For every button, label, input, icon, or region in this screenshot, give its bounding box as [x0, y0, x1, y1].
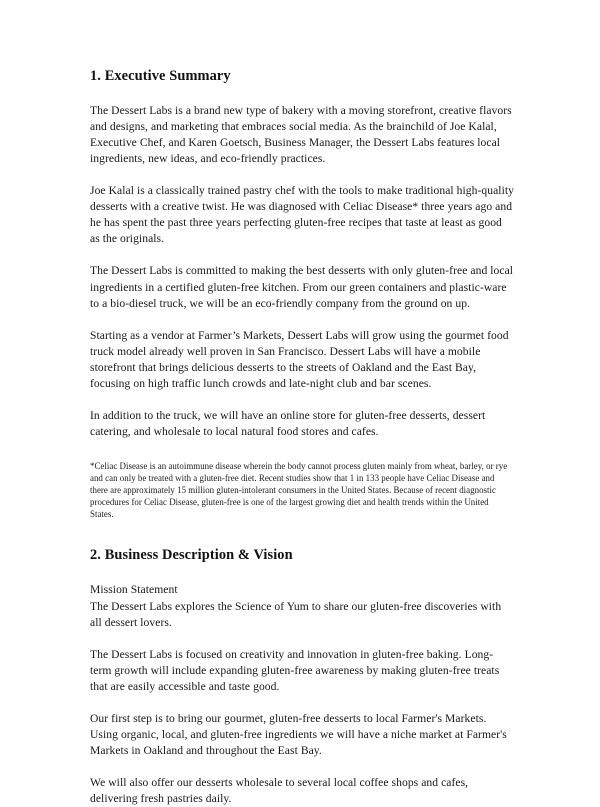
paragraph: Starting as a vendor at Farmer’s Markets, Dessert Labs will grow using the gourmet food truck model already well proven in San Francisco. Dessert Labs will have a mobile storefront that brings delicious desserts to the streets of Oakland and the East Bay, focusing on high traffic lunch crowds and late-night club and bar scenes.	[90, 328, 509, 390]
paragraph: The Dessert Labs is focused on creativity and innovation in gluten-free baking. Long-term growth will include expanding gluten-free awareness by making gluten-free treats that are easily accessible and taste good.	[90, 647, 500, 693]
mission-statement-block	[90, 582, 514, 630]
paragraph: The Dessert Labs is a brand new type of bakery with a moving storefront, creative flavors and designs, and marketing that embraces social media. As the brainchild of Joe Kalal, Executive Chef, and Karen Goetsch, Business Manager, the Dessert Labs features local ingredients, new ideas, and eco-friendly practices.	[90, 104, 512, 166]
section-executive-summary	[90, 68, 514, 520]
mission-statement-label: Mission Statement	[90, 583, 178, 597]
paragraph: In addition to the truck, we will have an online store for gluten-free desserts, dessert catering, and wholesale to local natural food stores and cafes.	[90, 408, 486, 438]
mission-statement-text: The Dessert Labs explores the Science of Yum to share our gluten-free discoveries with all dessert lovers.	[90, 599, 502, 629]
footnote-celiac-disease: *Celiac Disease is an autoimmune disease wherein the body cannot process gluten mainly from wheat, barley, or rye and can only be treated with a gluten-free diet. Recent studies show that 1 in 133 people have Celiac Disease and there are approximately 15 million gluten-intolerant consumers in the United States. Because of recent diagnostic procedures for Celiac Disease, gluten-free is one of the largest growing diet and health trends within the United States.	[90, 460, 508, 520]
executive-summary-paragraphs	[90, 103, 514, 440]
heading-executive-summary: 1. Executive Summary	[90, 68, 231, 84]
document-body	[90, 68, 514, 807]
heading-business-description: 2. Business Description & Vision	[90, 547, 293, 564]
business-description-paragraphs	[90, 647, 514, 807]
paragraph: Joe Kalal is a classically trained pastry chef with the tools to make traditional high-quality desserts with a creative twist. He was diagnosed with Celiac Disease* three years ago and he has spent the past three years perfecting gluten-free recipes that taste at least as good as the originals.	[90, 184, 514, 246]
section-business-description	[90, 547, 514, 807]
paragraph: The Dessert Labs is committed to making the best desserts with only gluten-free and local ingredients in a certified gluten-free kitchen. From our green containers and plastic-ware to a bio-diesel truck, we will be an eco-friendly company from the ground on up.	[90, 264, 514, 310]
paragraph: Our first step is to bring our gourmet, gluten-free desserts to local Farmer's Markets. Using organic, local, and gluten-free ingredients we will have a niche market at Farmer's Markets in Oakland and throughout the East Bay.	[90, 711, 507, 757]
paragraph: We will also offer our desserts wholesale to several local coffee shops and cafes, delivering fresh pastries daily.	[90, 776, 469, 806]
